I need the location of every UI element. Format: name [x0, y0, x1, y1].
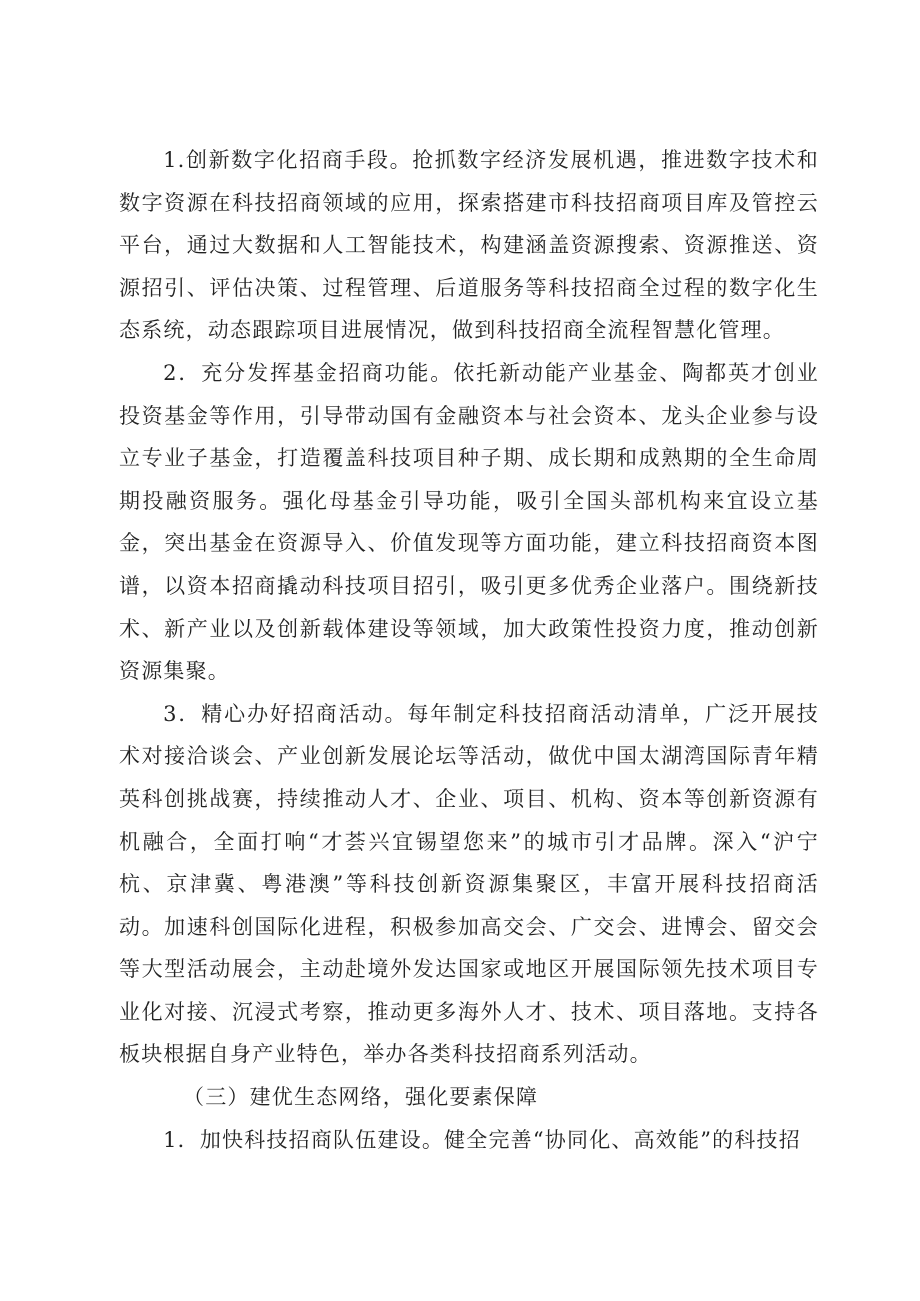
- paragraph-digital-investment: 1.创新数字化招商手段。抢抓数字经济发展机遇，推进数字技术和数字资源在科技招商领域的应用，探索搭建市科技招商项目库及管控云平台，通过大数据和人工智能技术，构建涵盖资源搜索、资源推送、资源招引、评估决策、过程管理、后道服务等科技招商全过程的数字化生态系统，动态跟踪项目进展情况，做到科技招商全流程智慧化管理。: [119, 148, 819, 343]
- paragraph-team-building: 1．加快科技招商队伍建设。健全完善“协同化、高效能”的科技招: [163, 1127, 801, 1152]
- document-body: [119, 139, 819, 1161]
- section-heading: （三）建优生态网络，强化要素保障: [183, 1085, 539, 1110]
- paragraph-investment-activities: 3．精心办好招商活动。每年制定科技招商活动清单，广泛开展技术对接洽谈会、产业创新发展论坛等活动，做优中国太湖湾国际青年精英科创挑战赛，持续推动人才、企业、项目、机构、资本等创新资源有机融合，全面打响“才荟兴宜锡望您来”的城市引才品牌。深入“沪宁杭、京津冀、粤港澳”等科技创新资源集聚区，丰富开展科技招商活动。加速科创国际化进程，积极参加高交会、广交会、进博会、留交会等大型活动展会，主动赴境外发达国家或地区开展国际领先技术项目专业化对接、沉浸式考察，推动更多海外人才、技术、项目落地。支持各板块根据自身产业特色，举办各类科技招商系列活动。: [119, 701, 819, 1067]
- paragraph-fund-investment: 2．充分发挥基金招商功能。依托新动能产业基金、陶都英才创业投资基金等作用，引导带动国有金融资本与社会资本、龙头企业参与设立专业子基金，打造覆盖科技项目种子期、成长期和成熟期的全生命周期投融资服务。强化母基金引导功能，吸引全国头部机构来宜设立基金，突出基金在资源导入、价值发现等方面功能，建立科技招商资本图谱，以资本招商撬动科技项目招引，吸引更多优秀企业落户。围绕新技术、新产业以及创新载体建设等领域，加大政策性投资力度，推动创新资源集聚。: [119, 360, 819, 684]
